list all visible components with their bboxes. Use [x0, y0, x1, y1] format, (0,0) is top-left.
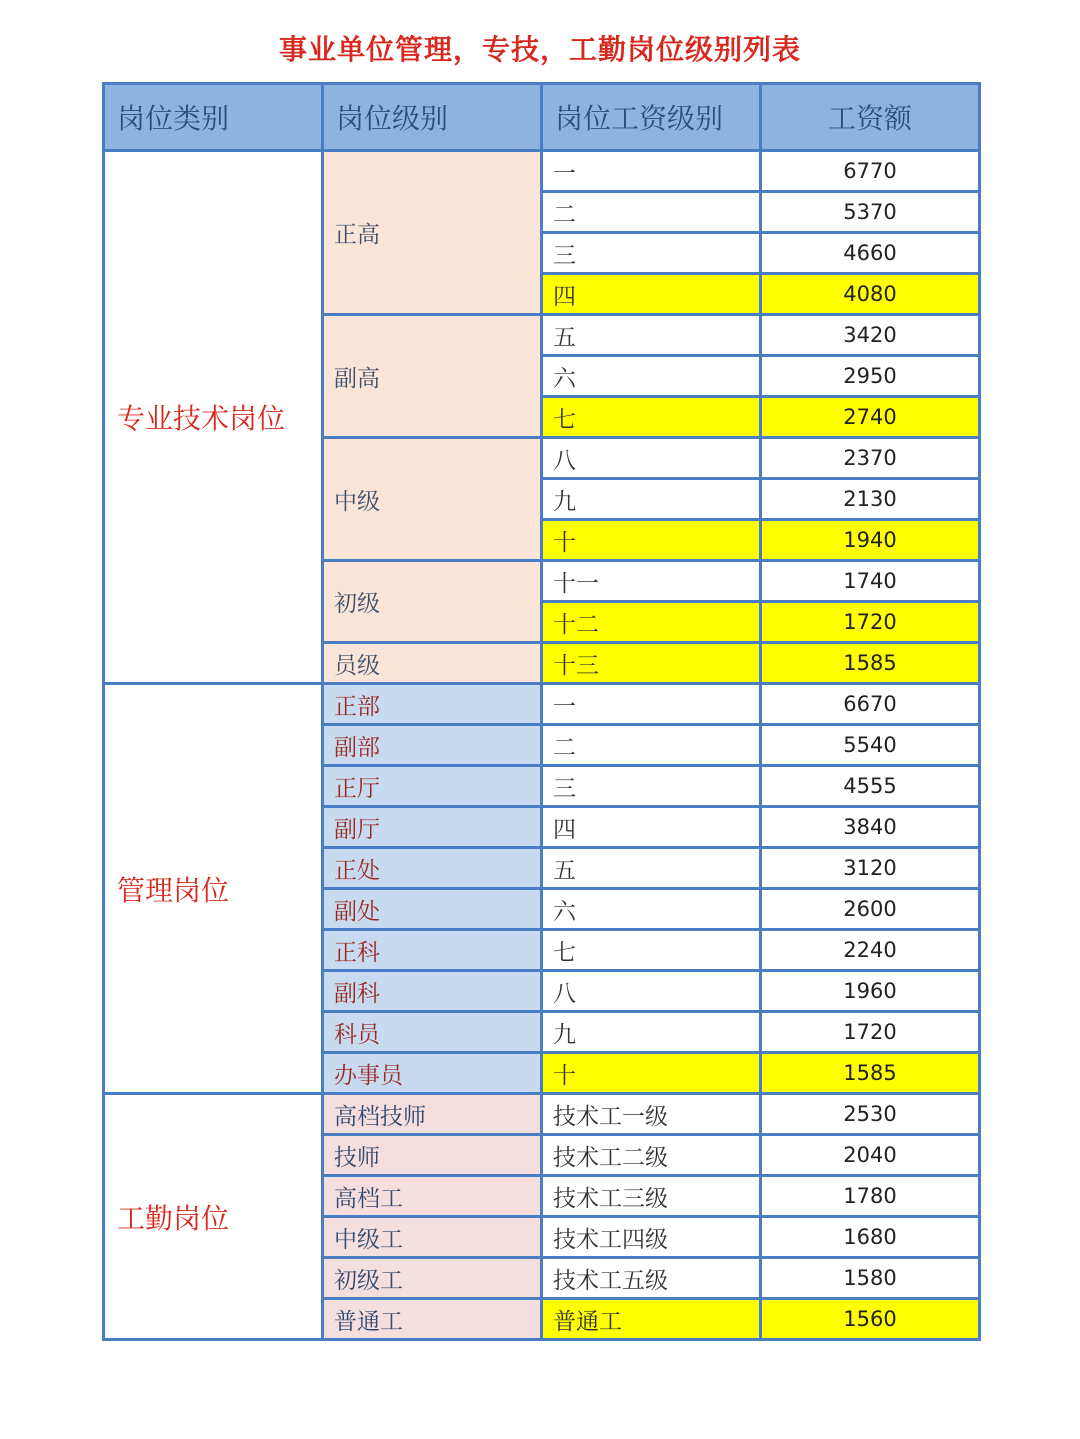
amount-cell: 2040: [761, 1135, 980, 1176]
amount-cell: 2600: [761, 889, 980, 930]
level-cell: 普通工: [323, 1299, 542, 1340]
amount-cell: 1585: [761, 1053, 980, 1094]
level-cell: 正处: [323, 848, 542, 889]
grade-cell: 一: [542, 151, 761, 192]
header-row: [104, 84, 980, 151]
grade-cell: 十: [542, 520, 761, 561]
grade-cell: 十: [542, 1053, 761, 1094]
amount-cell: 3120: [761, 848, 980, 889]
grade-cell: 六: [542, 356, 761, 397]
grade-cell: 三: [542, 766, 761, 807]
level-cell: 正厅: [323, 766, 542, 807]
amount-cell: 1780: [761, 1176, 980, 1217]
table-row: [104, 151, 980, 192]
grade-cell: 十二: [542, 602, 761, 643]
grade-cell: 七: [542, 397, 761, 438]
level-cell: 副厅: [323, 807, 542, 848]
grade-cell: 五: [542, 848, 761, 889]
grade-cell: 三: [542, 233, 761, 274]
level-cell: 技师: [323, 1135, 542, 1176]
header-level: 岗位级别: [323, 84, 542, 151]
amount-cell: 5370: [761, 192, 980, 233]
amount-cell: 3420: [761, 315, 980, 356]
grade-cell: 九: [542, 479, 761, 520]
level-cell: 中级: [323, 438, 542, 561]
category-cell: 专业技术岗位: [104, 151, 323, 684]
amount-cell: 6670: [761, 684, 980, 725]
amount-cell: 2530: [761, 1094, 980, 1135]
level-cell: 初级: [323, 561, 542, 643]
amount-cell: 1960: [761, 971, 980, 1012]
grade-cell: 五: [542, 315, 761, 356]
amount-cell: 1720: [761, 602, 980, 643]
page-title: 事业单位管理，专技，工勤岗位级别列表: [278, 33, 801, 66]
level-cell: 正部: [323, 684, 542, 725]
grade-cell: 技术工四级: [542, 1217, 761, 1258]
level-cell: 初级工: [323, 1258, 542, 1299]
level-cell: 正高: [323, 151, 542, 315]
amount-cell: 1940: [761, 520, 980, 561]
table-row: [104, 1094, 980, 1135]
amount-cell: 1580: [761, 1258, 980, 1299]
grade-cell: 九: [542, 1012, 761, 1053]
level-cell: 副高: [323, 315, 542, 438]
salary-table: [102, 82, 981, 1341]
amount-cell: 1585: [761, 643, 980, 684]
grade-cell: 四: [542, 807, 761, 848]
grade-cell: 二: [542, 725, 761, 766]
amount-cell: 3840: [761, 807, 980, 848]
grade-cell: 十一: [542, 561, 761, 602]
header-amount: 工资额: [761, 84, 980, 151]
table-row: [104, 684, 980, 725]
amount-cell: 1560: [761, 1299, 980, 1340]
amount-cell: 5540: [761, 725, 980, 766]
level-cell: 中级工: [323, 1217, 542, 1258]
grade-cell: 七: [542, 930, 761, 971]
amount-cell: 4080: [761, 274, 980, 315]
grade-cell: 六: [542, 889, 761, 930]
category-cell: 管理岗位: [104, 684, 323, 1094]
grade-cell: 技术工二级: [542, 1135, 761, 1176]
amount-cell: 1740: [761, 561, 980, 602]
header-grade: 岗位工资级别: [542, 84, 761, 151]
grade-cell: 四: [542, 274, 761, 315]
level-cell: 员级: [323, 643, 542, 684]
grade-cell: 一: [542, 684, 761, 725]
grade-cell: 技术工三级: [542, 1176, 761, 1217]
level-cell: 科员: [323, 1012, 542, 1053]
level-cell: 正科: [323, 930, 542, 971]
level-cell: 高档工: [323, 1176, 542, 1217]
amount-cell: 2950: [761, 356, 980, 397]
level-cell: 副处: [323, 889, 542, 930]
amount-cell: 4555: [761, 766, 980, 807]
category-cell: 工勤岗位: [104, 1094, 323, 1340]
amount-cell: 2740: [761, 397, 980, 438]
amount-cell: 1720: [761, 1012, 980, 1053]
grade-cell: 技术工五级: [542, 1258, 761, 1299]
grade-cell: 二: [542, 192, 761, 233]
grade-cell: 八: [542, 438, 761, 479]
level-cell: 副科: [323, 971, 542, 1012]
level-cell: 办事员: [323, 1053, 542, 1094]
level-cell: 副部: [323, 725, 542, 766]
amount-cell: 6770: [761, 151, 980, 192]
grade-cell: 普通工: [542, 1299, 761, 1340]
grade-cell: 八: [542, 971, 761, 1012]
amount-cell: 2130: [761, 479, 980, 520]
amount-cell: 4660: [761, 233, 980, 274]
amount-cell: 2370: [761, 438, 980, 479]
grade-cell: 十三: [542, 643, 761, 684]
grade-cell: 技术工一级: [542, 1094, 761, 1135]
header-category: 岗位类别: [104, 84, 323, 151]
table-body: [104, 151, 980, 1340]
amount-cell: 2240: [761, 930, 980, 971]
amount-cell: 1680: [761, 1217, 980, 1258]
level-cell: 高档技师: [323, 1094, 542, 1135]
